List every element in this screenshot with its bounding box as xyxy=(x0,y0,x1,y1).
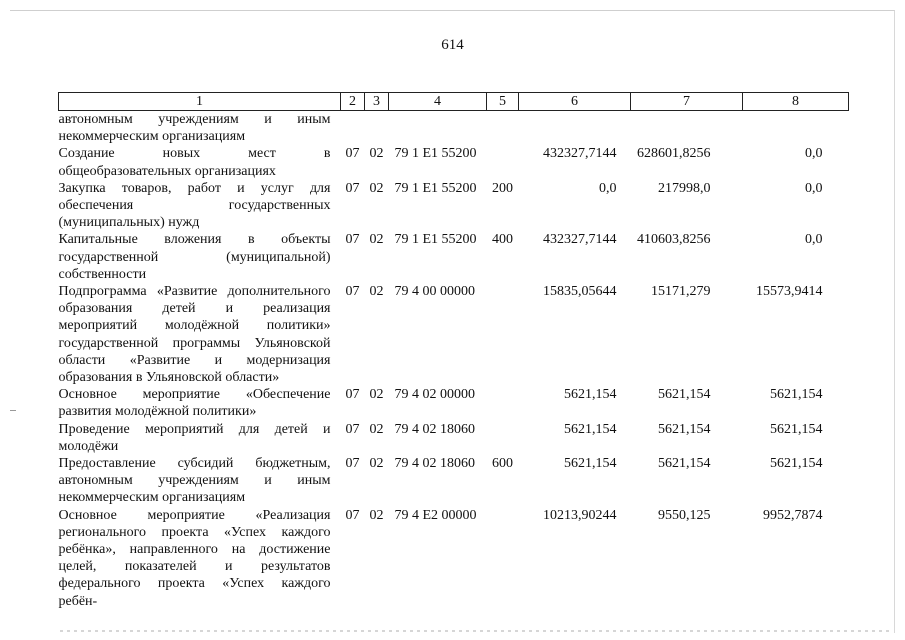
row-description: Предоставление субсидий бюджетным, автономным учреждениям и иным некоммерческим организациям xyxy=(58,456,331,506)
row-target-code: 79 4 E2 00000 xyxy=(394,507,477,523)
row-subsection: 02 xyxy=(369,456,384,472)
row-expense-type xyxy=(487,145,519,179)
row-amount-year2: 5621,154 xyxy=(658,387,711,403)
row-target-code: 79 1 E1 55200 xyxy=(394,232,477,248)
row-amount-year1: 15835,05644 xyxy=(543,284,617,300)
row-amount-year2: 217998,0 xyxy=(658,180,711,196)
row-amount-year3 xyxy=(743,111,849,146)
column-header: 8 xyxy=(743,93,849,111)
row-expense-type xyxy=(487,507,519,610)
row-amount-year2: 628601,8256 xyxy=(637,146,711,162)
row-amount-year1: 5621,154 xyxy=(564,421,617,437)
column-header: 7 xyxy=(631,93,743,111)
row-section: 07 xyxy=(345,507,360,523)
budget-table xyxy=(58,92,849,610)
row-section: 07 xyxy=(345,387,360,403)
row-section: 07 xyxy=(345,421,360,437)
row-target-code: 79 1 E1 55200 xyxy=(394,146,477,162)
row-expense-type: 200 xyxy=(492,180,513,196)
table-header-row xyxy=(59,93,849,111)
row-section: 07 xyxy=(345,284,360,300)
row-amount-year3: 5621,154 xyxy=(770,456,823,472)
row-amount-year3: 0,0 xyxy=(805,146,823,162)
column-header: 5 xyxy=(487,93,519,111)
row-section: 07 xyxy=(345,456,360,472)
row-expense-type xyxy=(487,421,519,455)
row-amount-year1: 5621,154 xyxy=(564,387,617,403)
row-subsection: 02 xyxy=(369,232,384,248)
row-section: 07 xyxy=(345,232,360,248)
row-amount-year3: 0,0 xyxy=(805,180,823,196)
table-row xyxy=(59,507,849,610)
row-subsection: 02 xyxy=(369,180,384,196)
row-expense-type xyxy=(487,386,519,420)
row-amount-year3: 0,0 xyxy=(805,232,823,248)
row-expense-type: 600 xyxy=(492,456,513,472)
row-amount-year2: 15171,279 xyxy=(651,284,711,300)
row-target-code xyxy=(389,111,487,146)
row-section xyxy=(341,111,365,146)
column-header: 1 xyxy=(59,93,341,111)
row-target-code: 79 4 00 00000 xyxy=(394,284,475,300)
table-body xyxy=(59,111,849,610)
row-description: Капитальные вложения в объекты государственной (муниципальной) собственности xyxy=(58,232,331,282)
scan-artifact xyxy=(10,410,16,411)
row-amount-year1: 0,0 xyxy=(599,180,617,196)
row-description: Основное мероприятие «Обеспечение развития молодёжной политики» xyxy=(58,387,331,420)
row-subsection: 02 xyxy=(369,284,384,300)
row-amount-year2: 5621,154 xyxy=(658,421,711,437)
table-row xyxy=(59,455,849,507)
row-subsection: 02 xyxy=(369,421,384,437)
row-amount-year2: 410603,8256 xyxy=(637,232,711,248)
table-row xyxy=(59,231,849,283)
row-description: Основное мероприятие «Реализация регионального проекта «Успех каждого ребёнка», направленного на достижение целей, показателей и результатов федерального проекта «Успех каждого ребён- xyxy=(58,507,331,609)
column-header: 6 xyxy=(519,93,631,111)
table-row xyxy=(59,180,849,232)
row-target-code: 79 4 02 18060 xyxy=(394,421,475,437)
row-description: Подпрограмма «Развитие дополнительного образования детей и реализация мероприятий молодёжной политики» государственной программы Ульяновской области «Развитие и модернизация образования в Ульяновской области» xyxy=(58,284,331,386)
column-header: 3 xyxy=(365,93,389,111)
row-target-code: 79 4 02 00000 xyxy=(394,387,475,403)
table-row xyxy=(59,421,849,455)
column-header: 4 xyxy=(389,93,487,111)
row-section: 07 xyxy=(345,180,360,196)
row-amount-year2: 9550,125 xyxy=(658,507,711,523)
row-subsection: 02 xyxy=(369,507,384,523)
row-subsection: 02 xyxy=(369,387,384,403)
table-row xyxy=(59,283,849,386)
row-amount-year3: 15573,9414 xyxy=(756,284,823,300)
row-subsection: 02 xyxy=(369,146,384,162)
row-expense-type xyxy=(487,283,519,386)
row-amount-year1 xyxy=(519,111,631,146)
row-expense-type: 400 xyxy=(492,232,513,248)
row-amount-year2: 5621,154 xyxy=(658,456,711,472)
page-number: 614 xyxy=(441,37,464,53)
table-row xyxy=(59,111,849,146)
row-section: 07 xyxy=(345,146,360,162)
row-amount-year1: 432327,7144 xyxy=(543,146,617,162)
row-target-code: 79 4 02 18060 xyxy=(394,456,475,472)
column-header: 2 xyxy=(341,93,365,111)
row-target-code: 79 1 E1 55200 xyxy=(394,180,477,196)
row-amount-year1: 10213,90244 xyxy=(543,507,617,523)
table-row xyxy=(59,386,849,420)
row-amount-year1: 432327,7144 xyxy=(543,232,617,248)
row-amount-year1: 5621,154 xyxy=(564,456,617,472)
row-description: Проведение мероприятий для детей и молодёжи xyxy=(58,421,331,454)
row-amount-year2 xyxy=(631,111,743,146)
row-amount-year3: 5621,154 xyxy=(770,387,823,403)
row-amount-year3: 9952,7874 xyxy=(763,507,823,523)
table-row xyxy=(59,145,849,179)
row-expense-type xyxy=(487,111,519,146)
row-subsection xyxy=(365,111,389,146)
row-description: Создание новых мест в общеобразовательных организациях xyxy=(58,146,331,179)
row-description: автономным учреждениям и иным некоммерческим организациям xyxy=(58,112,331,145)
scan-artifact xyxy=(60,630,890,632)
row-amount-year3: 5621,154 xyxy=(770,421,823,437)
row-description: Закупка товаров, работ и услуг для обеспечения государственных (муниципальных) нужд xyxy=(58,180,331,231)
